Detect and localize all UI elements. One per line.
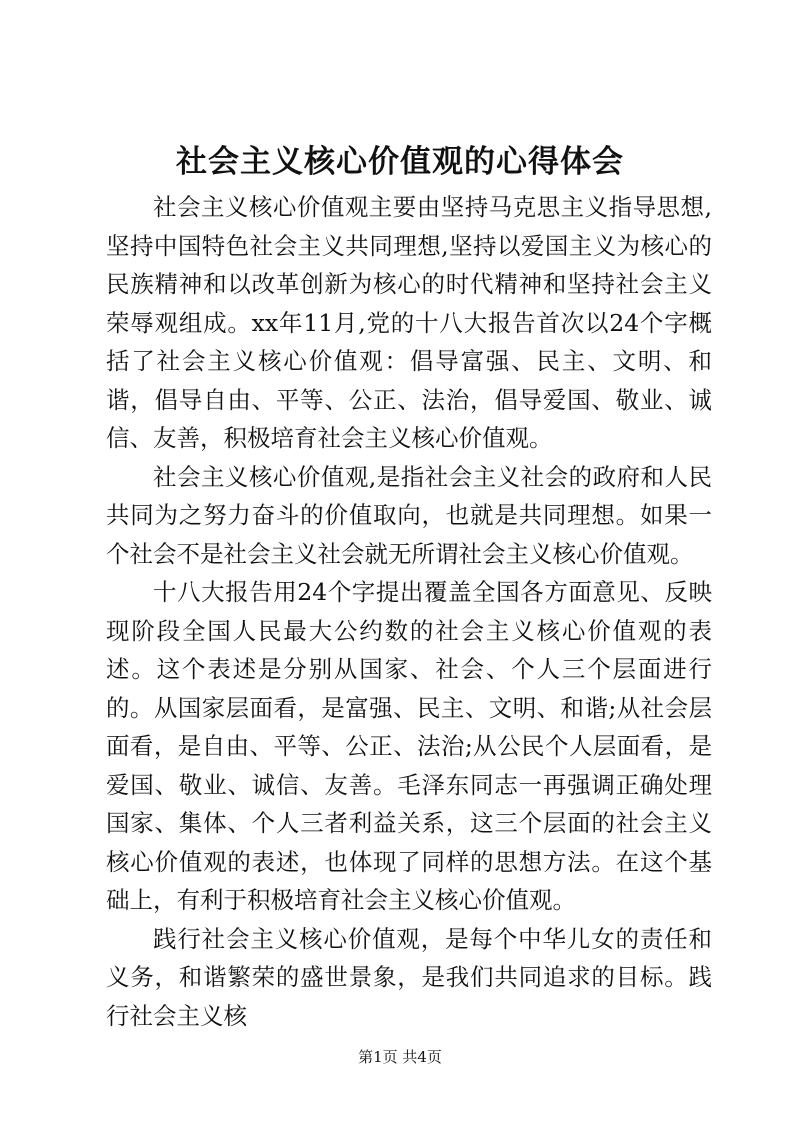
page-number: 第1页 共4页 (358, 1048, 442, 1066)
page-footer (0, 1046, 800, 1068)
paragraph-2: 社会主义核心价值观,是指社会主义社会的政府和人民共同为之努力奋斗的价值取向，也就是共同理想。如果一个社会不是社会主义社会就无所谓社会主义核心价值观。 (106, 462, 712, 568)
document-body (106, 188, 712, 1035)
paragraph-4: 践行社会主义核心价值观，是每个中华儿女的责任和义务，和谐繁荣的盛世景象，是我们共同追求的目标。践行社会主义核 (106, 924, 712, 1030)
paragraph-3: 十八大报告用24个字提出覆盖全国各方面意见、反映现阶段全国人民最大公约数的社会主义核心价值观的表述。这个表述是分别从国家、社会、个人三个层面进行的。从国家层面看，是富强、民主、文明、和谐;从社会层面看，是自由、平等、公正、法治;从公民个人层面看，是爱国、敬业、诚信、友善。毛泽东同志一再强调正确处理国家、集体、个人三者利益关系，这三个层面的社会主义核心价值观的表述，也体现了同样的思想方法。在这个基础上，有利于积极培育社会主义核心价值观。 (106, 578, 712, 914)
paragraph-1: 社会主义核心价值观主要由坚持马克思主义指导思想,坚持中国特色社会主义共同理想,坚持以爱国主义为核心的民族精神和以改革创新为核心的时代精神和坚持社会主义荣辱观组成。xx年11月,党的十八大报告首次以24个字概括了社会主义核心价值观：倡导富强、民主、文明、和谐，倡导自由、平等、公正、法治，倡导爱国、敬业、诚信、友善，积极培育社会主义核心价值观。 (106, 193, 712, 452)
document-title: 社会主义核心价值观的心得体会 (176, 144, 624, 180)
